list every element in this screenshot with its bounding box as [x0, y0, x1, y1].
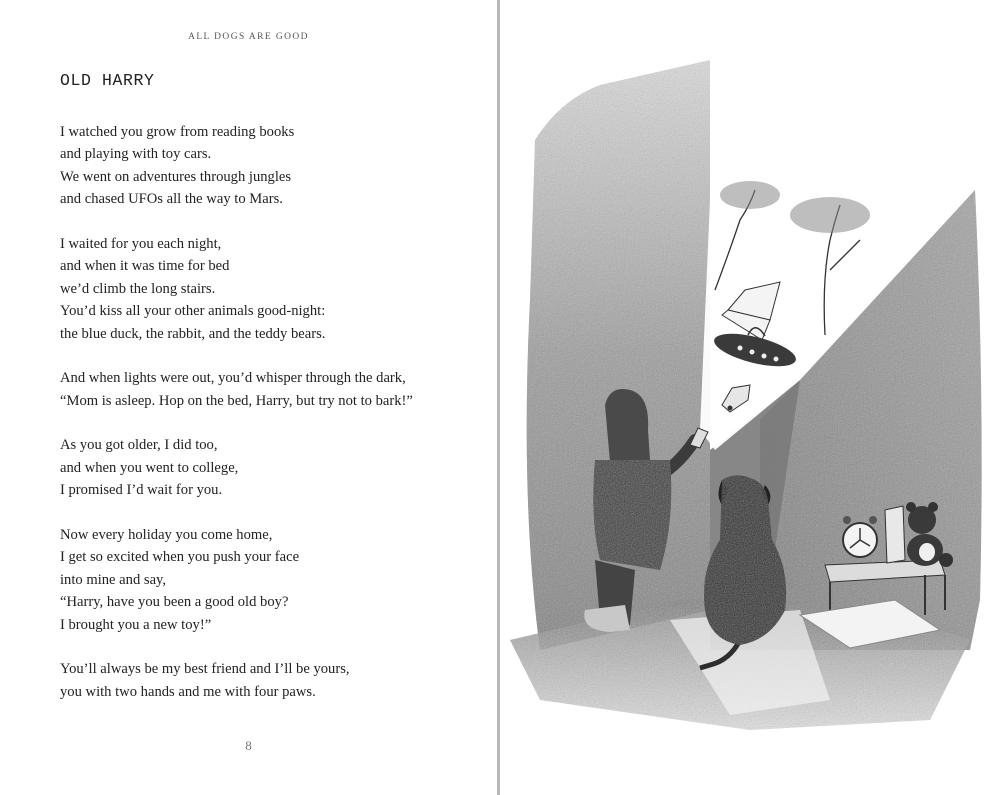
- alarm-clock-drawing: [843, 516, 877, 557]
- poem-line: and playing with toy cars.: [60, 146, 212, 163]
- poem-line: and chased UFOs all the way to Mars.: [60, 191, 283, 208]
- poem-line: You’ll always be my best friend and I’ll be yours,: [60, 661, 350, 678]
- page-number: 8: [245, 738, 252, 753]
- poem-body: [60, 121, 413, 726]
- stanza-6: [60, 658, 413, 703]
- poem-line: you with two hands and me with four paws.: [60, 683, 316, 700]
- poem-line: You’d kiss all your other animals good-night:: [60, 303, 326, 320]
- poem-title: OLD HARRY: [60, 71, 155, 90]
- poem-line: into mine and say,: [60, 571, 167, 588]
- poem-line: And when lights were out, you’d whisper through the dark,: [60, 370, 406, 387]
- poem-line: I waited for you each night,: [60, 235, 222, 252]
- stanza-1: [60, 121, 413, 211]
- poem-line: and when it was time for bed: [60, 258, 230, 275]
- poem-line: I watched you grow from reading books: [60, 124, 295, 140]
- running-head: ALL DOGS ARE GOOD: [188, 32, 309, 42]
- poem-line: we’d climb the long stairs.: [60, 280, 216, 297]
- stanza-3: [60, 367, 413, 412]
- poem-line: and when you went to college,: [60, 459, 239, 476]
- right-page: [500, 0, 996, 795]
- poem-line: I brought you a new toy!”: [60, 616, 212, 633]
- poem-line: Now every holiday you come home,: [60, 527, 273, 544]
- poem-line: I promised I’d wait for you.: [60, 482, 223, 499]
- poem-line: “Mom is asleep. Hop on the bed, Harry, but try not to bark!”: [60, 392, 413, 409]
- poem-line: “Harry, have you been a good old boy?: [60, 594, 289, 611]
- poem-line: the blue duck, the rabbit, and the teddy bears.: [60, 325, 326, 342]
- left-page: [0, 0, 497, 795]
- stanza-2: [60, 233, 413, 345]
- poem-line: I get so excited when you push your face: [60, 549, 300, 566]
- stanza-4: [60, 434, 413, 501]
- stanza-5: [60, 524, 413, 636]
- poem-line: We went on adventures through jungles: [60, 168, 292, 185]
- pencil-illustration: [500, 0, 996, 795]
- standing-book-drawing: [885, 506, 905, 563]
- poem-line: As you got older, I did too,: [60, 437, 218, 454]
